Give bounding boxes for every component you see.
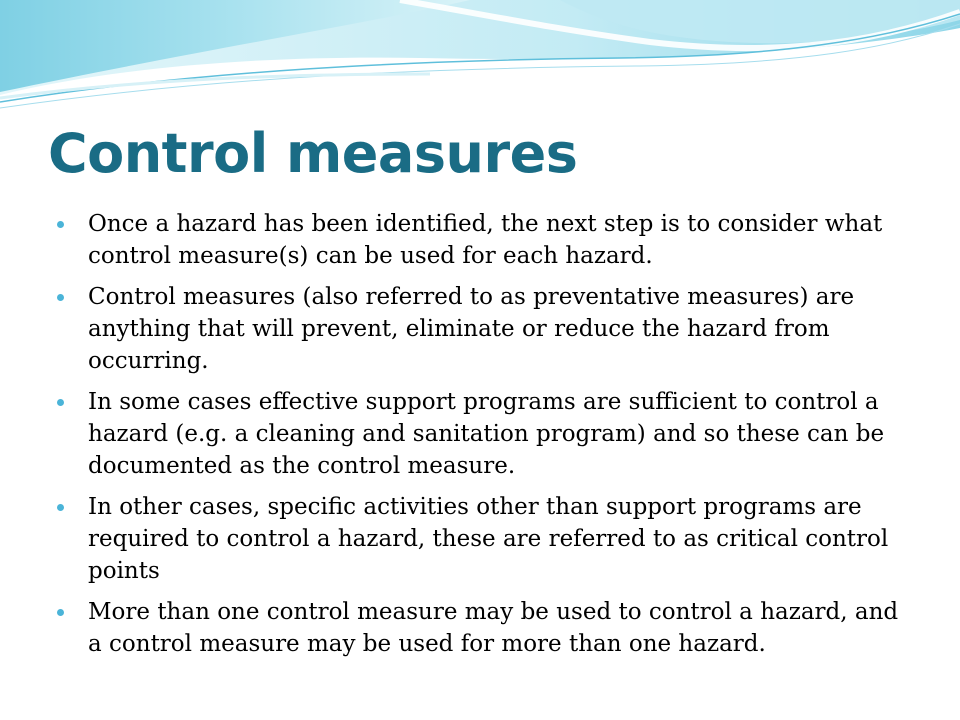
bullet-text: Control measures (also referred to as preventative measures) are anything that will prevent, eliminate or reduce the hazard from occurring. bbox=[88, 284, 855, 374]
bullet-item bbox=[52, 281, 912, 377]
bullet-list bbox=[52, 208, 912, 669]
bullet-text: More than one control measure may be used to control a hazard, and a control measure may be used for more than one hazard. bbox=[88, 599, 899, 657]
bullet-item bbox=[52, 596, 912, 660]
bullet-item bbox=[52, 491, 912, 587]
bullet-text: Once a hazard has been identified, the next step is to consider what control measure(s) can be used for each hazard. bbox=[88, 211, 883, 269]
wave-header-decoration bbox=[0, 0, 960, 115]
bullet-item bbox=[52, 208, 912, 272]
bullet-text: In other cases, specific activities other than support programs are required to control a hazard, these are referred to as critical control points bbox=[88, 494, 889, 584]
bullet-dot-icon bbox=[57, 399, 64, 406]
bullet-dot-icon bbox=[57, 609, 64, 616]
bullet-dot-icon bbox=[57, 504, 64, 511]
bullet-dot-icon bbox=[57, 221, 64, 228]
slide-title: Control measures bbox=[48, 122, 578, 185]
bullet-text: In some cases effective support programs are sufficient to control a hazard (e.g. a cleaning and sanitation program) and so these can be documented as the control measure. bbox=[88, 389, 885, 479]
bullet-dot-icon bbox=[57, 294, 64, 301]
bullet-item bbox=[52, 386, 912, 482]
